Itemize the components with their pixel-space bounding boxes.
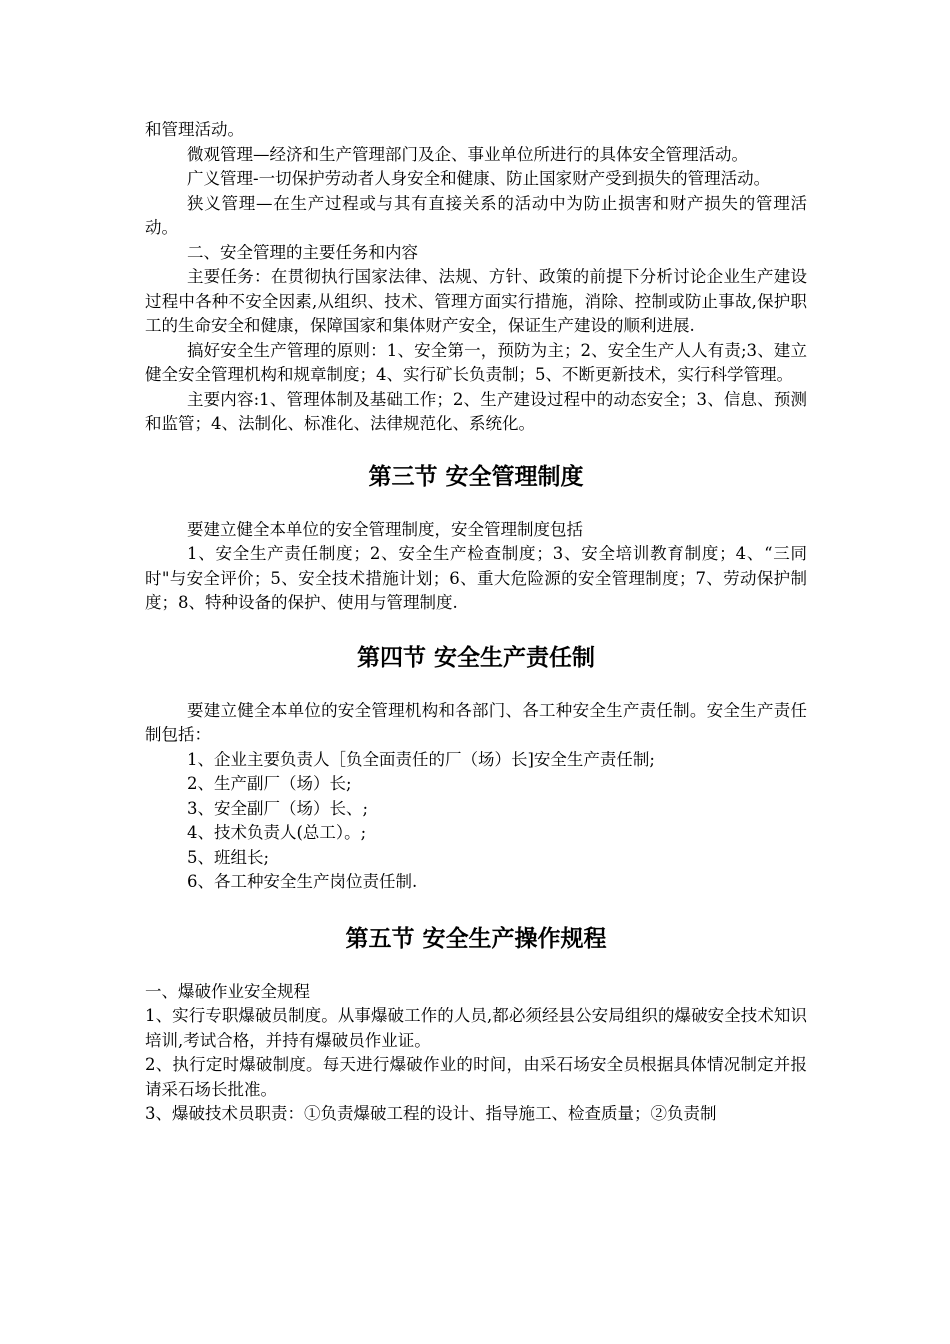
list-item: 2、生产副厂（场）长; (187, 774, 352, 793)
paragraph-broad-management: 广义管理-一切保护劳动者人身安全和健康、防止国家财产受到损失的管理活动。 (187, 169, 771, 188)
paragraph-main-content: 主要内容:1、管理体制及基础工作；2、生产建设过程中的动态安全；3、信息、预测和监管；4、法制化、标准化、法律规范化、系统化。 (145, 389, 807, 433)
paragraph-section3-list: 1、安全生产责任制度；2、安全生产检查制度；3、安全培训教育制度；4、“三同时"与安全评价；5、安全技术措施计划；6、重大危险源的安全管理制度；7、劳动保护制度；8、特种设备的保护、使用与管理制度. (145, 544, 807, 612)
paragraph-continuation: 和管理活动。 (145, 120, 244, 139)
paragraph-main-tasks: 主要任务：在贯彻执行国家法律、法规、方针、政策的前提下分析讨论企业生产建设过程中各种不安全因素,从组织、技术、管理方面实行措施，消除、控制或防止事故,保护职工的生命安全和健康，保障国家和集体财产安全，保证生产建设的顺利进展. (145, 267, 807, 335)
paragraph-blasting-rule-1: 1、实行专职爆破员制度。从事爆破工作的人员,都必须经县公安局组织的爆破安全技术知识培训,考试合格，并持有爆破员作业证。 (145, 1006, 807, 1050)
paragraph-micro-management: 微观管理—经济和生产管理部门及企、事业单位所进行的具体安全管理活动。 (187, 144, 748, 164)
list-item: 5、班组长; (187, 847, 270, 867)
paragraph-blasting-rule-2: 2、执行定时爆破制度。每天进行爆破作业的时间，由采石场安全员根据具体情况制定并报请采石场长批准。 (145, 1055, 807, 1099)
paragraph-narrow-management: 狭义管理—在生产过程或与其有直接关系的活动中为防止损害和财产损失的管理活动。 (145, 193, 807, 237)
list-item: 1、企业主要负责人［负全面责任的厂（场）长]安全生产责任制; (187, 749, 655, 769)
paragraph-blasting-rule-3: 3、爆破技术员职责：①负责爆破工程的设计、指导施工、检查质量；②负责制 (145, 1104, 717, 1123)
paragraph-section4-intro: 要建立健全本单位的安全管理机构和各部门、各工种安全生产责任制。安全生产责任制包括： (145, 700, 807, 744)
paragraph-principles: 搞好安全生产管理的原则：1、安全第一，预防为主；2、安全生产人人有责;3、建立健全安全管理机构和规章制度；4、实行矿长负责制；5、不断更新技术，实行科学管理。 (145, 340, 807, 384)
list-item: 3、安全副厂（场）长、; (187, 798, 369, 818)
list-item: 6、各工种安全生产岗位责任制. (187, 872, 418, 891)
section-heading-3: 第三节 安全管理制度 (368, 462, 584, 490)
document-page (145, 118, 807, 1127)
paragraph-section3-intro: 要建立健全本单位的安全管理制度，安全管理制度包括 (187, 519, 583, 539)
list-item: 4、技术负责人(总工）。; (187, 823, 367, 842)
section-heading-4: 第四节 安全生产责任制 (356, 643, 595, 671)
subheading-blasting-rules: 一、爆破作业安全规程 (145, 981, 310, 1001)
section-heading-5: 第五节 安全生产操作规程 (345, 924, 607, 952)
subheading-tasks-and-content: 二、安全管理的主要任务和内容 (187, 242, 418, 262)
